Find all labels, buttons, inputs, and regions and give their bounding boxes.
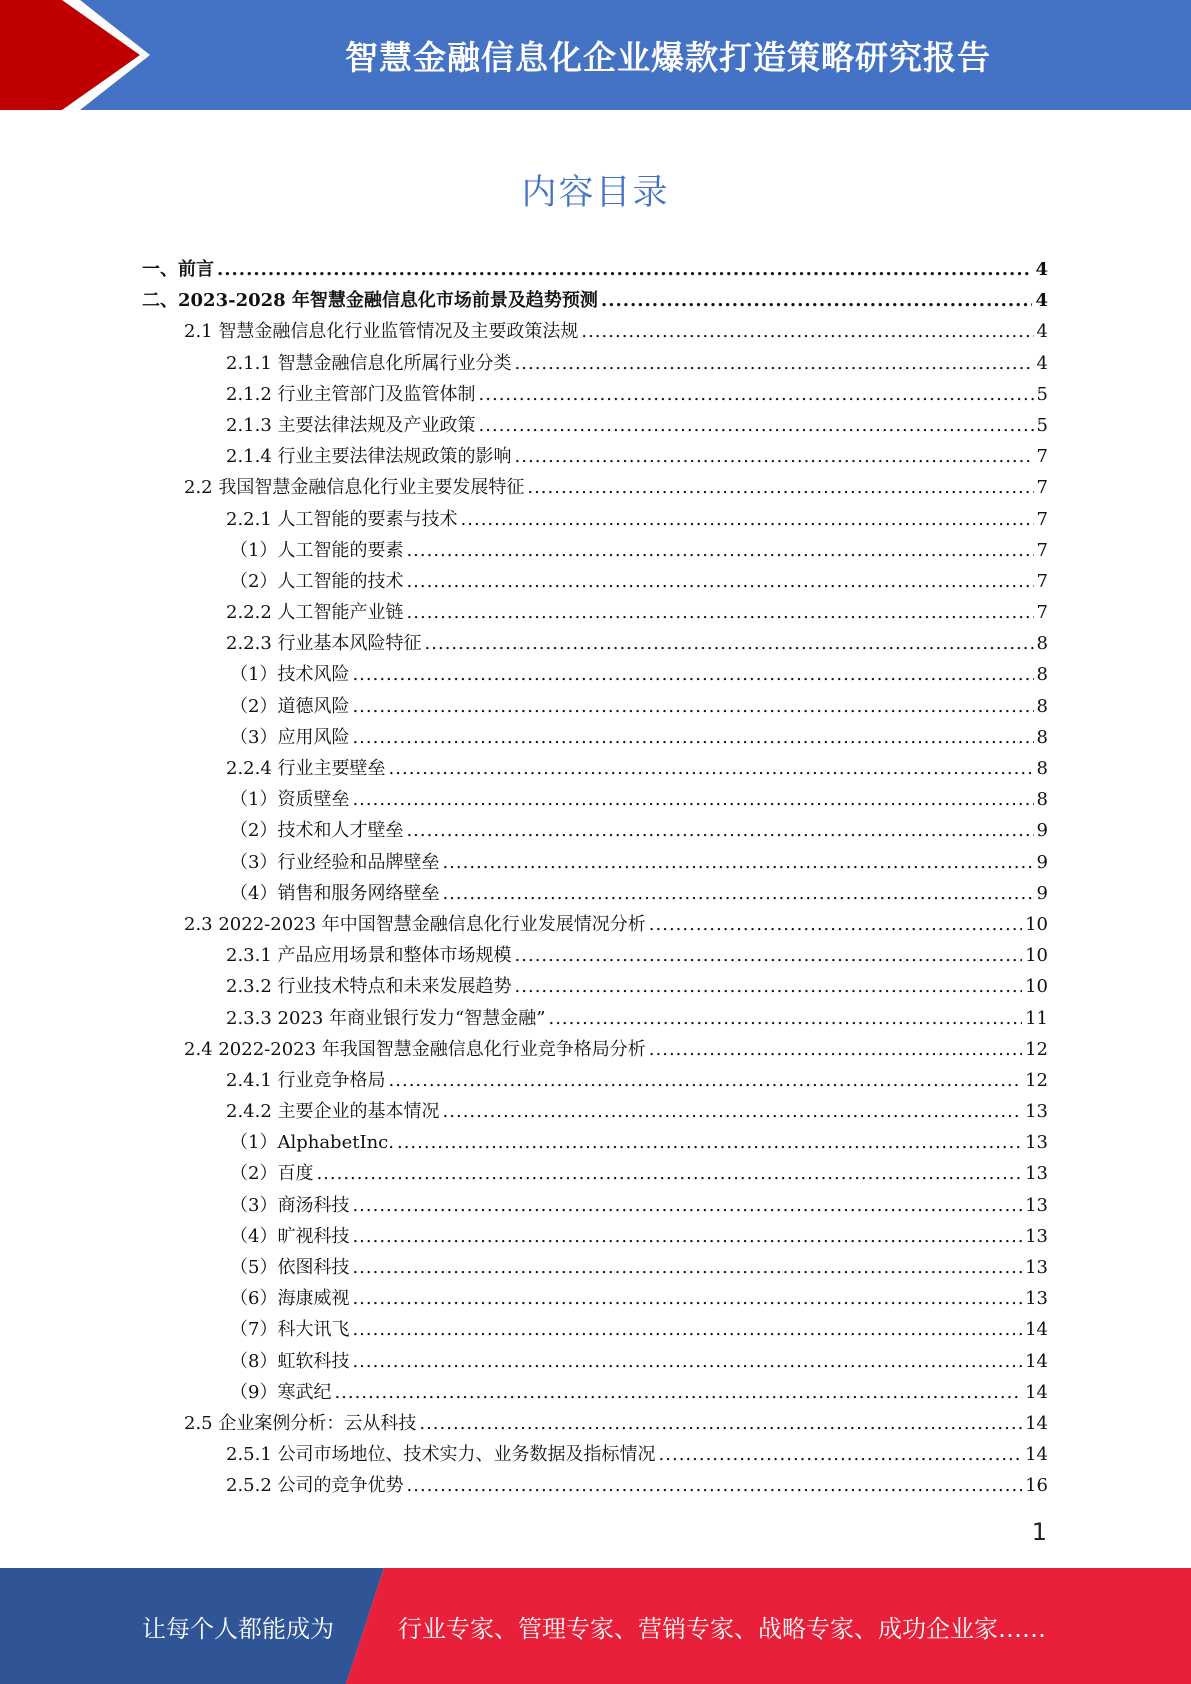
toc-entry-page: 8 [1036, 789, 1048, 811]
toc-entry-label: 2.2.3 行业基本风险特征 [226, 633, 422, 655]
toc-entry[interactable] [142, 753, 1048, 784]
report-title: 智慧金融信息化企业爆款打造策略研究报告 [345, 37, 991, 77]
toc-dot-leader [352, 691, 1033, 722]
toc-entry-page: 5 [1036, 414, 1048, 436]
toc-entry-page: 16 [1025, 1475, 1048, 1497]
toc-dot-leader [389, 1065, 1023, 1096]
toc-entry-label: （8）虹软科技 [230, 1350, 350, 1372]
toc-dot-leader [515, 940, 1023, 971]
toc-entry-page: 13 [1025, 1288, 1048, 1310]
toc-dot-leader [334, 1377, 1022, 1408]
toc-dot-leader [352, 1190, 1022, 1221]
page-header [0, 0, 1191, 110]
footer-slogan-left: 让每个人都能成为 [142, 1614, 334, 1643]
toc-entry-page: 10 [1025, 913, 1048, 935]
toc-entry-label: 2.5.2 公司的竞争优势 [226, 1475, 404, 1497]
toc-dot-leader [601, 285, 1033, 316]
toc-entry-label: （4）销售和服务网络壁垒 [230, 882, 440, 904]
toc-entry-page: 13 [1025, 1257, 1048, 1278]
toc-entry-page: 9 [1036, 851, 1048, 873]
toc-dot-leader [479, 410, 1034, 441]
toc-entry-label: 2.2.1 人工智能的要素与技术 [226, 508, 458, 530]
toc-entry-label: （1）AlphabetInc. [230, 1132, 394, 1154]
toc-entry-page: 4 [1035, 290, 1048, 312]
toc-entry-label: 2.1 智慧金融信息化行业监管情况及主要政策法规 [184, 321, 579, 343]
toc-entry-page: 4 [1036, 321, 1048, 343]
toc-entry-label: 2.4.1 行业竞争格局 [226, 1069, 386, 1091]
toc-entry[interactable] [142, 1096, 1048, 1127]
toc-entry[interactable] [142, 1346, 1048, 1377]
toc-entry-label: （2）人工智能的技术 [230, 570, 404, 592]
toc-entry-page: 8 [1036, 758, 1048, 779]
toc-entry-page: 11 [1025, 1007, 1048, 1029]
toc-dot-leader [515, 441, 1034, 472]
toc-entry[interactable] [142, 784, 1048, 815]
toc-entry[interactable] [142, 410, 1048, 441]
toc-heading: 内容目录 [521, 173, 670, 213]
toc-dot-leader [515, 971, 1023, 1002]
toc-dot-leader [479, 379, 1034, 410]
chevron-arrow-icon [0, 0, 160, 110]
toc-entry[interactable] [142, 1314, 1048, 1345]
toc-entry[interactable] [142, 348, 1048, 379]
toc-entry[interactable] [142, 254, 1048, 285]
toc-dot-leader [352, 1252, 1022, 1283]
toc-dot-leader [352, 1346, 1022, 1377]
toc-dot-leader [352, 1221, 1022, 1252]
toc-entry[interactable] [142, 1283, 1048, 1314]
toc-dot-leader [352, 722, 1033, 753]
toc-entry-label: （2）百度 [230, 1163, 314, 1185]
toc-entry[interactable] [142, 1003, 1048, 1034]
toc-entry[interactable] [142, 535, 1048, 566]
toc-dot-leader [352, 1314, 1022, 1345]
toc-entry-label: （4）旷视科技 [230, 1225, 350, 1247]
toc-entry-page: 10 [1025, 976, 1048, 998]
toc-entry-label: 2.3.3 2023 年商业银行发力“智慧金融” [226, 1007, 546, 1029]
toc-entry-label: 2.1.1 智慧金融信息化所属行业分类 [226, 352, 512, 374]
toc-dot-leader [406, 566, 1033, 597]
toc-dot-leader [407, 597, 1034, 628]
toc-entry-page: 13 [1025, 1132, 1048, 1154]
toc-dot-leader [352, 784, 1033, 815]
toc-entry-page: 14 [1025, 1412, 1048, 1434]
toc-entry-label: 2.3.2 行业技术特点和未来发展趋势 [226, 976, 512, 998]
toc-entry-page: 7 [1036, 602, 1048, 624]
toc-entry-label: （2）技术和人才壁垒 [230, 820, 404, 842]
toc-entry[interactable] [142, 940, 1048, 971]
toc-entry[interactable] [142, 316, 1048, 347]
toc-entry-label: 2.5 企业案例分析：云从科技 [184, 1412, 417, 1434]
toc-entry-page: 7 [1036, 570, 1048, 592]
toc-entry[interactable] [142, 1408, 1048, 1439]
toc-dot-leader [649, 909, 1022, 940]
toc-entry-label: （3）商汤科技 [230, 1194, 350, 1216]
toc-entry-page: 7 [1036, 446, 1048, 468]
toc-dot-leader [461, 504, 1034, 535]
toc-dot-leader [442, 878, 1033, 909]
toc-entry[interactable] [142, 566, 1048, 597]
toc-entry-label: 2.5.1 公司市场地位、技术实力、业务数据及指标情况 [226, 1444, 656, 1466]
toc-entry-label: （7）科大讯飞 [230, 1319, 350, 1341]
toc-dot-leader [316, 1158, 1022, 1189]
toc-entry-label: 2.1.4 行业主要法律法规政策的影响 [226, 446, 512, 468]
toc-entry-page: 7 [1036, 477, 1048, 499]
toc-entry-page: 9 [1036, 882, 1048, 904]
toc-entry-label: （1）资质壁垒 [230, 789, 350, 811]
toc-entry[interactable] [142, 1127, 1048, 1158]
toc-entry[interactable] [142, 1158, 1048, 1189]
toc-entry-page: 8 [1036, 664, 1048, 686]
toc-entry-label: 2.3.1 产品应用场景和整体市场规模 [226, 945, 512, 967]
toc-entry-label: 2.1.3 主要法律法规及产业政策 [226, 414, 476, 436]
toc-dot-leader [527, 472, 1033, 503]
toc-entry[interactable] [142, 815, 1048, 846]
toc-dot-leader [389, 753, 1034, 784]
toc-entry[interactable] [142, 379, 1048, 410]
toc-entry[interactable] [142, 659, 1048, 690]
toc-entry-label: 一、前言 [142, 259, 214, 280]
toc-entry-page: 7 [1036, 508, 1048, 530]
toc-entry-page: 4 [1035, 259, 1048, 280]
toc-entry-page: 7 [1036, 539, 1048, 561]
toc-dot-leader [548, 1003, 1022, 1034]
toc-dot-leader [352, 659, 1033, 690]
toc-entry-page: 9 [1036, 820, 1048, 842]
toc-entry-page: 14 [1025, 1350, 1048, 1372]
toc-entry-label: （3）行业经验和品牌壁垒 [230, 851, 440, 873]
toc-dot-leader [217, 254, 1032, 285]
toc-entry-label: （6）海康威视 [230, 1288, 350, 1310]
toc-entry-page: 12 [1025, 1038, 1048, 1060]
toc-entry-page: 13 [1025, 1225, 1048, 1247]
toc-entry[interactable] [142, 472, 1048, 503]
toc-entry-page: 10 [1025, 945, 1048, 967]
toc-entry-page: 14 [1025, 1319, 1048, 1341]
toc-entry-page: 13 [1025, 1194, 1048, 1216]
toc-entry-label: 2.2 我国智慧金融信息化行业主要发展特征 [184, 477, 525, 499]
toc-entry[interactable] [142, 1439, 1048, 1470]
toc-entry-page: 12 [1025, 1069, 1048, 1091]
toc-entry-page: 14 [1025, 1381, 1048, 1403]
toc-entry[interactable] [142, 441, 1048, 472]
toc-entry-label: （1）人工智能的要素 [230, 539, 404, 561]
toc-entry[interactable] [142, 1470, 1048, 1501]
toc-dot-leader [443, 1096, 1023, 1127]
toc-entry[interactable] [142, 1252, 1048, 1283]
toc-entry[interactable] [142, 285, 1048, 316]
toc-entry[interactable] [142, 878, 1048, 909]
toc-dot-leader [659, 1439, 1023, 1470]
toc-entry[interactable] [142, 1190, 1048, 1221]
toc-dot-leader [419, 1408, 1022, 1439]
toc-entry-page: 8 [1036, 695, 1048, 717]
toc-dot-leader [397, 1127, 1022, 1158]
toc-entry[interactable] [142, 597, 1048, 628]
toc-entry-label: （3）应用风险 [230, 726, 350, 748]
toc-entry-page: 13 [1025, 1163, 1048, 1185]
toc-entry-page: 8 [1036, 633, 1048, 655]
toc-dot-leader [442, 847, 1033, 878]
toc-dot-leader [425, 628, 1034, 659]
toc-dot-leader [515, 348, 1034, 379]
toc-dot-leader [407, 1470, 1023, 1501]
toc-entry[interactable] [142, 504, 1048, 535]
toc-entry-label: （9）寒武纪 [230, 1381, 332, 1403]
toc-entry-label: （1）技术风险 [230, 664, 350, 686]
toc-entry-label: 二、2023-2028 年智慧金融信息化市场前景及趋势预测 [142, 290, 598, 312]
toc-entry[interactable] [142, 1065, 1048, 1096]
page-footer [0, 1568, 1191, 1684]
toc-entry-label: 2.3 2022-2023 年中国智慧金融信息化行业发展情况分析 [184, 913, 646, 935]
toc-entry-page: 4 [1036, 352, 1048, 374]
toc-entry[interactable] [142, 909, 1048, 940]
toc-entry-page: 13 [1025, 1101, 1048, 1123]
toc-dot-leader [649, 1034, 1022, 1065]
toc-entry-label: （5）依图科技 [230, 1257, 350, 1278]
toc-entry[interactable] [142, 1034, 1048, 1065]
toc-entry[interactable] [142, 971, 1048, 1002]
toc-entry[interactable] [142, 1377, 1048, 1408]
toc-entry-label: 2.2.4 行业主要壁垒 [226, 758, 386, 779]
toc-dot-leader [581, 316, 1033, 347]
toc-entry-label: （2）道德风险 [230, 695, 350, 717]
toc-entry-label: 2.2.2 人工智能产业链 [226, 602, 404, 624]
toc-entry-page: 8 [1036, 726, 1048, 748]
toc-entry-page: 14 [1025, 1444, 1048, 1466]
toc-entry[interactable] [142, 628, 1048, 659]
page-number: 1 [1031, 1518, 1047, 1546]
toc-dot-leader [352, 1283, 1022, 1314]
toc-entry-page: 5 [1036, 383, 1048, 405]
table-of-contents [142, 254, 1048, 1502]
footer-slogan-right: 行业专家、管理专家、营销专家、战略专家、成功企业家…… [398, 1614, 1046, 1643]
toc-dot-leader [406, 535, 1033, 566]
toc-entry[interactable] [142, 847, 1048, 878]
toc-entry[interactable] [142, 691, 1048, 722]
toc-dot-leader [406, 815, 1033, 846]
toc-entry-label: 2.1.2 行业主管部门及监管体制 [226, 383, 476, 405]
toc-entry-label: 2.4.2 主要企业的基本情况 [226, 1101, 440, 1123]
toc-entry[interactable] [142, 1221, 1048, 1252]
toc-entry-label: 2.4 2022-2023 年我国智慧金融信息化行业竞争格局分析 [184, 1038, 646, 1060]
toc-entry[interactable] [142, 722, 1048, 753]
